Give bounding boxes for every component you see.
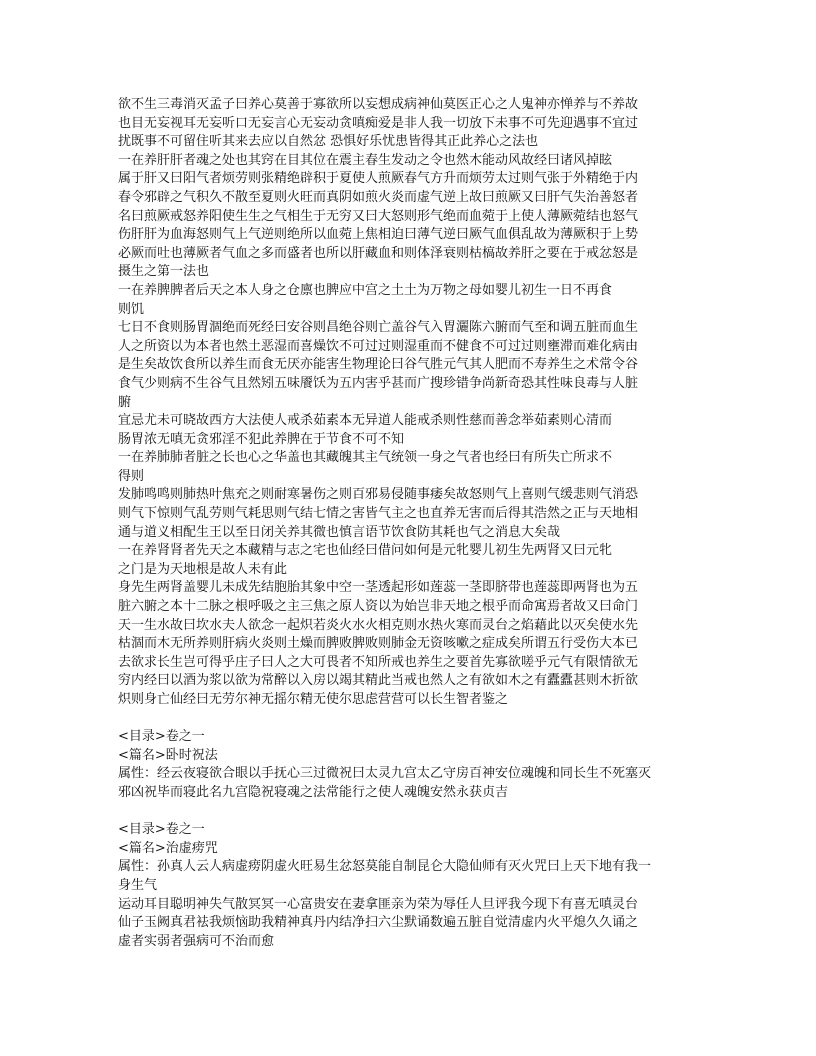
text-line: 身生气	[118, 877, 158, 893]
text-line: 之门是为天地根是故人未有此	[118, 561, 288, 577]
text-line: 一在养肾肾者先天之本藏精与志之宅也仙经曰借问如何是元牝婴儿初生先两肾又曰元牝	[118, 543, 613, 559]
text-line: 得则	[118, 468, 145, 484]
text-line: 七日不食则肠胃涸绝而死经曰安谷则昌绝谷则亡盖谷气入胃灑陈六腑而气至和调五脏而血生	[118, 320, 639, 336]
document-page	[118, 96, 698, 951]
text-line: 也目无妄视耳无妄听口无妄言心无妄动贪嗔痴爱是非人我一切放下未事不可先迎遇事不宜过	[118, 115, 639, 131]
blank-line	[118, 710, 698, 729]
text-line: 欲不生三毒消灭孟子曰养心莫善于寡欲所以妄想成病神仙莫医正心之人鬼神亦惮养与不养故	[118, 97, 639, 112]
text-line: 去欲求长生岂可得乎庄子曰人之大可畏者不知所戒也养生之要首先寡欲嗟乎元气有限情欲无	[118, 654, 639, 670]
text-line: 炽则身亡仙经曰无劳尔神无摇尔精无使尔思虑营营可以长生智者鉴之	[118, 692, 509, 707]
text-line: 枯涸而木无所养则肝病火炎则土燥而脾败脾败则肺金无资咳嗽之症成矣所谓五行受伤大本已	[118, 636, 639, 652]
text-line: 伤肝肝为血海怒则气上气逆则绝所以血菀上焦相迫曰薄气逆曰厥气血俱乱故为薄厥积于上势	[118, 227, 639, 243]
text-line: 腑	[118, 394, 132, 410]
text-line: 脏六腑之本十二脉之根呼吸之主三焦之原人资以为始岂非天地之根乎而命寓焉者故又曰命门	[118, 599, 639, 615]
text-line: 身先生两肾盖婴儿未成先结胞胎其象中空一茎透起形如莲蕊一茎即脐带也莲蕊即两肾也为五	[118, 580, 639, 596]
text-line: 一在养肺肺者脏之长也心之华盖也其藏魄其主气统领一身之气者也经曰有所失亡所求不	[118, 450, 613, 466]
text-line: 春令邪辟之气积久不散至夏则火旺而真阴如煎火炎而虚气逆上故曰煎厥又曰肝气失治善怒者	[118, 189, 639, 205]
text-line: 发肺鸣鸣则肺热叶焦充之则耐寒暑伤之则百邪易侵随事痿矣故怒则气上喜则气缓悲则气消恐	[118, 487, 639, 503]
text-line: 食气少则病不生谷气且然矧五味餍饫为五内害乎甚而广搜珍错争尚新奇恐其性味良毒与人脏	[118, 375, 639, 391]
text-line: 通与道义相配生王以至日闭关养其微也慎言语节饮食防其耗也气之消息大矣哉	[118, 524, 561, 540]
catalog-heading: <目录>卷之一	[118, 822, 205, 838]
text-line: 人之所资以为本者也然土恶湿而喜燥饮不可过过则湿重而不健食不可过过则壅滞而难化病由	[118, 338, 639, 354]
text-line: 肠胃浓无嗔无贪邪淫不犯此养脾在于节食不可不知	[118, 431, 405, 447]
text-line: 穷内经曰以酒为浆以欲为常醉以入房以竭其精此当戒也然人之有欲如木之有蠹蠹甚则木折欲	[118, 673, 639, 689]
text-line: 邪凶祝毕而寝此名九宫隐祝寝魂之法常能行之使人魂魄安然永获贞吉	[118, 784, 509, 800]
text-line: 属于肝又曰阳气者烦劳则张精绝辟积于夏使人煎厥春气方升而烦劳太过则气张于外精绝于内	[118, 171, 639, 187]
text-line: 则气下惊则气乱劳则气耗思则气结七情之害皆气主之也直养无害而后得其浩然之正与天地相	[118, 506, 639, 522]
text-line: 是生矣故饮食所以养生而食无厌亦能害生物理论曰谷气胜元气其人肥而不寿养生之术常令谷	[118, 357, 639, 373]
section-heading: <篇名>卧时祝法	[118, 747, 218, 763]
text-line: 扰既事不可留住听其来去应以自然忿 恐惧好乐忧患皆得其正此养心之法也	[118, 134, 539, 150]
text-line: 仙子玉阙真君袪我烦恼助我精神真丹内结净扫六尘默诵数遍五脏自觉清虚内火平熄久久诵之	[118, 915, 639, 931]
text-line: 必厥而吐也薄厥者气血之多而盛者也所以肝藏血和则体泽衰则枯槁故养肝之要在于戒忿怒是	[118, 245, 639, 261]
text-line: 宜忌尤未可晓故西方大法使人戒杀茹素本无异道人能戒杀则性慈而善念举茹素则心清而	[118, 413, 613, 429]
text-line: 天一生水故曰坎水夫人欲念一起炽若炎火水火相克则水热火寒而灵台之焰藉此以灭矣使水先	[118, 617, 639, 633]
text-line: 虚者实弱者强病可不治而愈	[118, 933, 275, 949]
section-heading: <篇名>治虚痨咒	[118, 840, 218, 856]
text-line: 属性：经云夜寝欲合眼以手抚心三过微祝曰太灵九宫太乙守房百神安位魂魄和同长生不死塞灭	[118, 766, 652, 782]
text-line: 运动耳目聪明神失气散冥冥一心富贵安在妻拿匪亲为荣为辱任人旦评我今现下有喜无嗔灵台	[118, 896, 639, 912]
text-line: 一在养脾脾者后天之本人身之仓廪也脾应中宫之土土为万物之母如婴儿初生一日不再食	[118, 282, 613, 298]
blank-line	[118, 803, 698, 822]
text-line: 名曰煎厥戒怒养阳使生生之气相生于无穷又曰大怒则形气绝而血菀于上使人薄厥菀结也怒气	[118, 208, 639, 224]
catalog-heading: <目录>卷之一	[118, 729, 205, 745]
text-line: 摄生之第一法也	[118, 264, 210, 280]
text-line: 属性：孙真人云人病虚痨阴虚火旺易生忿怒莫能自制昆仑大隐仙师有灭火咒曰上天下地有我一	[118, 859, 652, 875]
text-line: 则饥	[118, 301, 145, 317]
text-line: 一在养肝肝者魂之处也其窍在目其位在震主春生发动之令也然木能动风故经曰诸风掉眩	[118, 152, 613, 168]
